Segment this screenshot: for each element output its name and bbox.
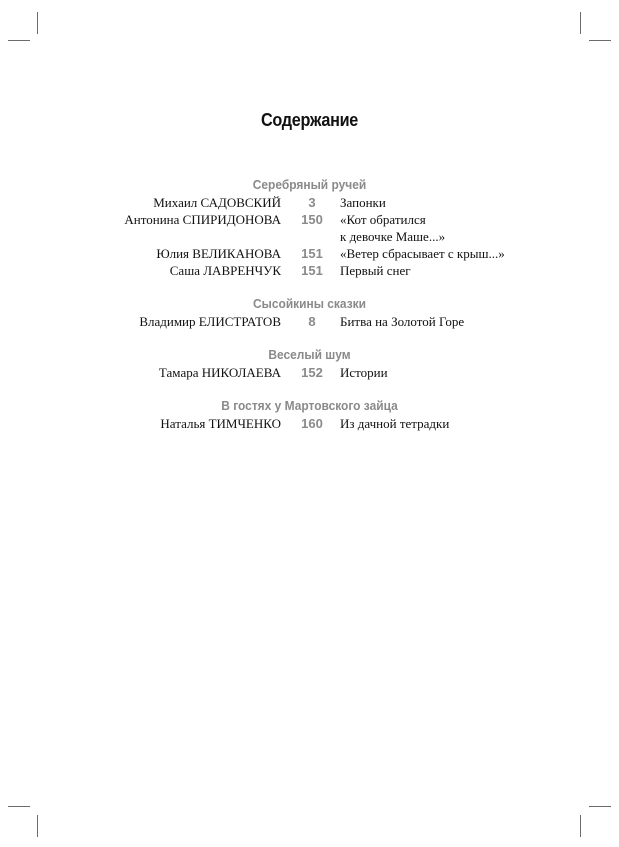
entry-work (340, 313, 464, 330)
toc-entry[interactable] (0, 262, 619, 279)
toc-entry[interactable] (0, 313, 619, 330)
entry-work (340, 194, 386, 211)
entry-page-number: 152 (301, 365, 323, 380)
crop-mark-top-left-v (37, 12, 38, 34)
toc-entry[interactable] (0, 364, 619, 381)
toc-section (0, 397, 619, 432)
crop-mark-top-right-h (589, 40, 611, 41)
entry-work-line: «Кот обратился (340, 212, 426, 227)
entry-page-number: 160 (301, 416, 323, 431)
entry-work-line: Из дачной тетрадки (340, 416, 450, 431)
entry-work-line: Истории (340, 365, 388, 380)
toc-section (0, 176, 619, 279)
entry-page-number: 151 (301, 246, 323, 261)
section-title[interactable]: Сысойкины сказки (253, 296, 366, 311)
entry-page-number: 151 (301, 263, 323, 278)
section-title[interactable]: В гостях у Мартовского зайца (221, 398, 398, 413)
entry-page-number: 8 (308, 314, 316, 329)
entry-work (340, 262, 411, 279)
entry-author: Антонина СПИРИДОНОВА (124, 212, 281, 227)
toc-entry[interactable] (0, 194, 619, 211)
section-title[interactable]: Веселый шум (268, 347, 351, 362)
entry-work (340, 364, 388, 381)
section-title[interactable]: Серебряный ручей (252, 177, 367, 192)
toc-entry[interactable] (0, 211, 619, 245)
entry-work (340, 211, 445, 245)
crop-mark-top-right-v (580, 12, 581, 34)
entry-work-line: к девочке Маше...» (340, 229, 446, 244)
entry-work-line: «Ветер сбрасывает с крыш...» (340, 246, 505, 261)
entry-author: Владимир ЕЛИСТРАТОВ (139, 314, 281, 329)
entry-work (340, 415, 449, 432)
entry-work-line: Первый снег (340, 263, 411, 278)
page-title: Содержание (260, 110, 359, 130)
entry-work-line: Битва на Золотой Горе (340, 314, 465, 329)
entry-work (340, 245, 505, 262)
entry-work-line: Запонки (340, 195, 386, 210)
toc-entry[interactable] (0, 415, 619, 432)
entry-author: Михаил САДОВСКИЙ (153, 195, 281, 210)
toc-entry[interactable] (0, 245, 619, 262)
crop-mark-top-left-h (8, 40, 30, 41)
entry-author: Тамара НИКОЛАЕВА (158, 365, 281, 380)
entry-page-number: 3 (308, 195, 316, 210)
crop-mark-bottom-left-v (37, 815, 38, 837)
toc-section (0, 346, 619, 381)
crop-mark-bottom-right-h (589, 806, 611, 807)
table-of-contents (0, 176, 619, 443)
crop-mark-bottom-left-h (8, 806, 30, 807)
crop-mark-bottom-right-v (580, 815, 581, 837)
entry-author: Юлия ВЕЛИКАНОВА (156, 246, 281, 261)
entry-author: Саша ЛАВРЕНЧУК (169, 263, 281, 278)
entry-author: Наталья ТИМЧЕНКО (160, 416, 281, 431)
toc-section (0, 295, 619, 330)
entry-page-number: 150 (301, 212, 323, 227)
